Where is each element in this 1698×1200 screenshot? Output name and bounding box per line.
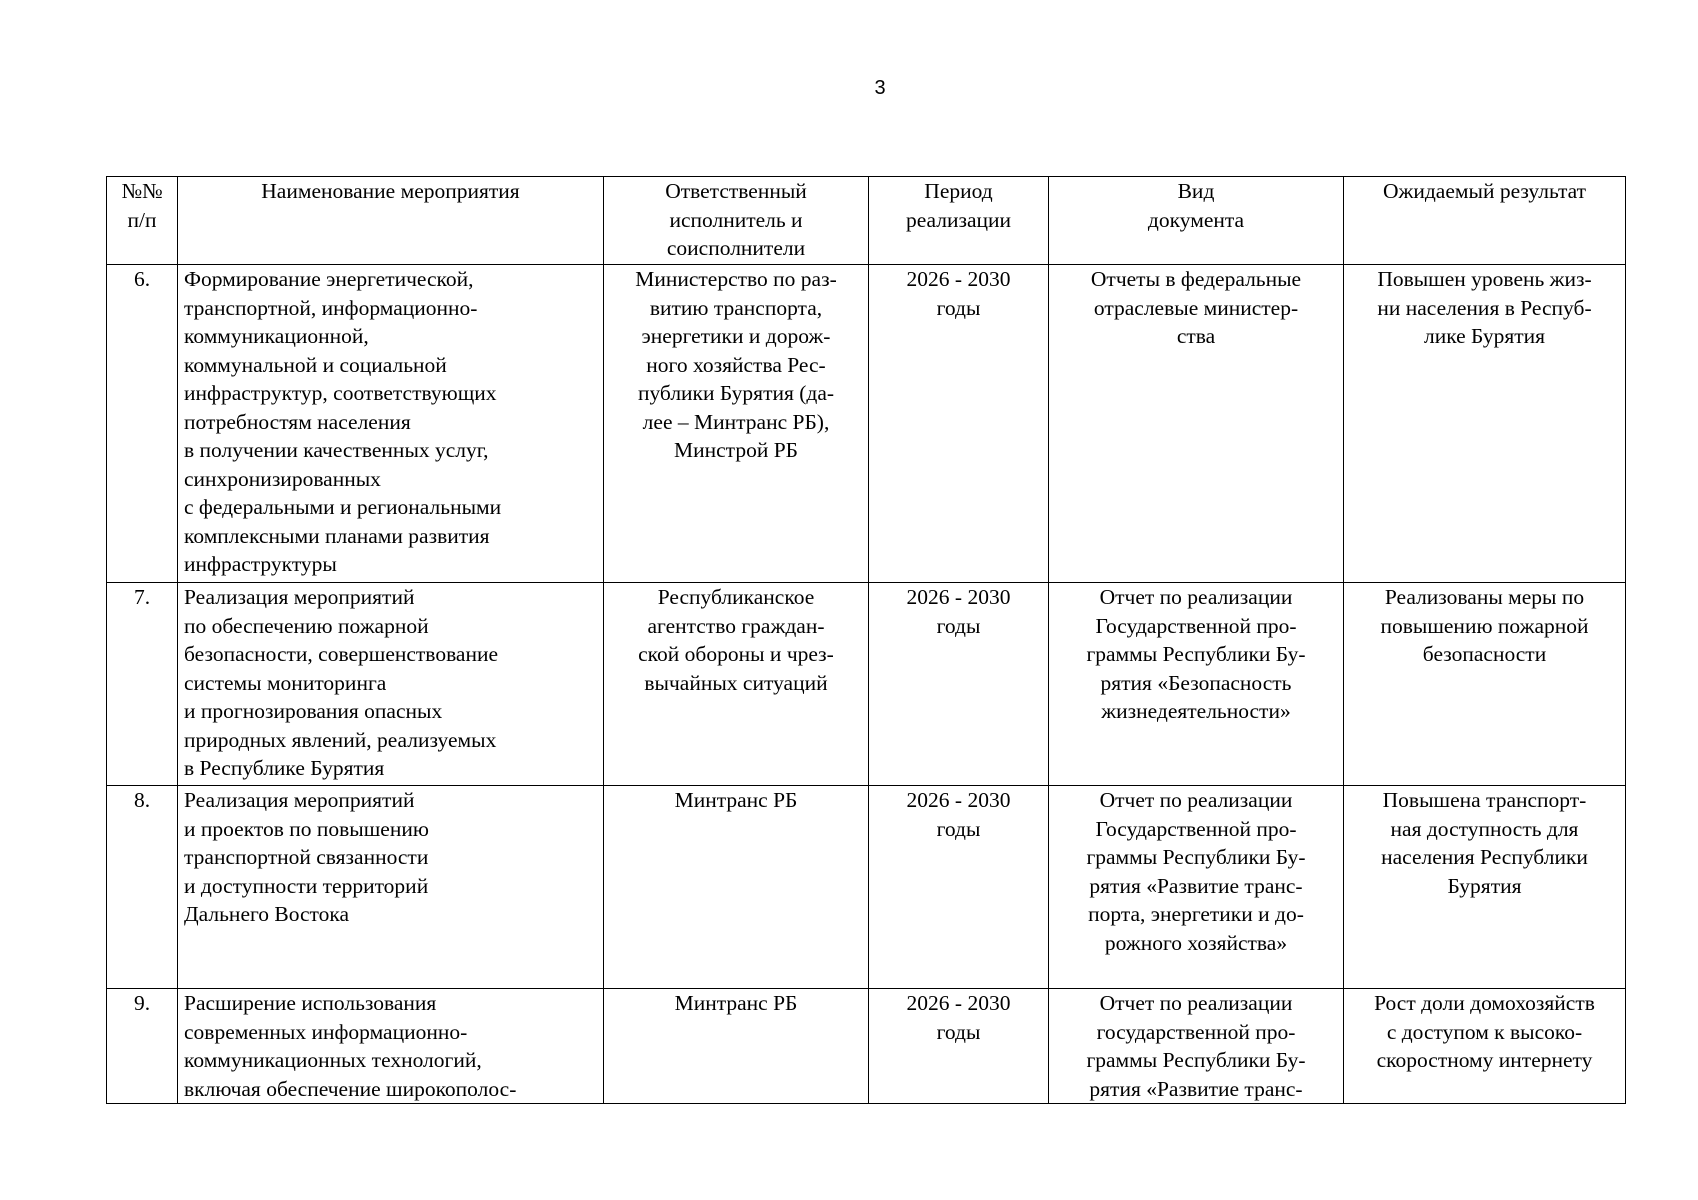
- table-row: [107, 786, 1626, 989]
- row-name: [178, 989, 604, 1104]
- cell-line: 2026 - 2030: [906, 585, 1011, 609]
- cell-line: Ожидаемый результат: [1382, 179, 1586, 203]
- cell-line: системы мониторинга: [184, 670, 387, 695]
- cell-line: Государственной про-: [1095, 613, 1297, 638]
- table-row: [107, 989, 1626, 1104]
- cell-line: отраслевые министер-: [1093, 295, 1299, 320]
- cell-line: Отчеты в федеральные: [1090, 267, 1302, 291]
- cell-line: и проектов по повышению: [184, 816, 429, 841]
- cell-line: рятия «Развитие транс-: [1089, 873, 1303, 898]
- row-name: [178, 265, 604, 583]
- cell-line: природных явлений, реализуемых: [184, 727, 497, 752]
- cell-line: ного хозяйства Рес-: [646, 352, 826, 377]
- row-period: [869, 583, 1049, 786]
- cell-line: синхронизированных: [184, 466, 381, 491]
- row-doc-type: [1049, 989, 1344, 1104]
- cell-line: Отчет по реализации: [1099, 585, 1293, 609]
- row-num: 9.: [107, 989, 178, 1104]
- header-num: [107, 177, 178, 265]
- cell-line: граммы Республики Бу-: [1086, 1048, 1306, 1072]
- cell-line: Вид: [1177, 179, 1215, 203]
- cell-line: Минтранс РБ: [674, 991, 798, 1015]
- cell-line: агентство граждан-: [647, 613, 825, 638]
- cell-line: №№: [121, 179, 163, 203]
- cell-line: 2026 - 2030: [906, 267, 1011, 291]
- cell-line: Минстрой РБ: [673, 438, 798, 462]
- cell-line: документа: [1147, 207, 1245, 232]
- header-period: [869, 177, 1049, 265]
- cell-line: Период: [924, 179, 993, 203]
- row-name: [178, 583, 604, 786]
- cell-line: граммы Республики Бу-: [1086, 642, 1306, 666]
- cell-line: коммуникационной,: [184, 324, 369, 348]
- row-responsible: [604, 786, 869, 989]
- cell-line: лее – Минтранс РБ),: [642, 409, 830, 434]
- cell-line: рятия «Развитие транс-: [1089, 1076, 1303, 1101]
- cell-line: лике Бурятия: [1423, 324, 1546, 348]
- cell-line: ни населения в Респуб-: [1377, 295, 1592, 320]
- cell-line: граммы Республики Бу-: [1086, 845, 1306, 869]
- row-period: [869, 265, 1049, 583]
- cell-line: исполнитель и: [669, 207, 803, 232]
- cell-line: годы: [936, 1019, 981, 1044]
- row-responsible: [604, 989, 869, 1104]
- cell-line: 2026 - 2030: [906, 991, 1011, 1015]
- row-doc-type: [1049, 786, 1344, 989]
- cell-line: ная доступность для: [1390, 816, 1579, 841]
- cell-line: витию транспорта,: [649, 295, 823, 320]
- header-doc-type: [1049, 177, 1344, 265]
- cell-line: Реализация мероприятий: [184, 788, 415, 812]
- cell-line: Ответственный: [665, 179, 807, 203]
- cell-line: Повышена транспорт-: [1382, 788, 1587, 812]
- cell-line: соисполнители: [666, 236, 806, 260]
- cell-line: Республиканское: [657, 585, 815, 609]
- row-result: [1344, 583, 1626, 786]
- cell-line: Наименование мероприятия: [261, 179, 520, 203]
- cell-line: скоростному интернету: [1376, 1048, 1593, 1072]
- cell-line: реализации: [905, 207, 1012, 232]
- cell-line: коммуникационных технологий,: [184, 1048, 482, 1072]
- header-responsible: [604, 177, 869, 265]
- cell-line: повышению пожарной: [1380, 613, 1589, 638]
- cell-line: порта, энергетики и до-: [1088, 902, 1304, 926]
- cell-line: с федеральными и региональными: [184, 495, 502, 519]
- cell-line: и доступности территорий: [184, 873, 429, 898]
- row-period: [869, 989, 1049, 1104]
- cell-line: рятия «Безопасность: [1100, 670, 1292, 695]
- table-header-row: [107, 177, 1626, 265]
- row-result: [1344, 786, 1626, 989]
- cell-line: Расширение использования: [184, 991, 437, 1015]
- cell-line: Министерство по раз-: [635, 267, 837, 291]
- cell-line: п/п: [127, 207, 157, 232]
- cell-line: в получении качественных услуг,: [184, 438, 489, 462]
- row-result: [1344, 265, 1626, 583]
- row-doc-type: [1049, 583, 1344, 786]
- cell-line: 2026 - 2030: [906, 788, 1011, 812]
- cell-line: Повышен уровень жиз-: [1377, 267, 1592, 291]
- cell-line: государственной про-: [1096, 1019, 1296, 1044]
- cell-line: ской обороны и чрез-: [638, 642, 834, 666]
- row-num: 6.: [107, 265, 178, 583]
- row-responsible: [604, 265, 869, 583]
- cell-line: энергетики и дорож-: [641, 324, 831, 348]
- cell-line: инфраструктур, соответствующих: [184, 381, 497, 405]
- cell-line: вычайных ситуаций: [644, 670, 828, 695]
- row-name: [178, 786, 604, 989]
- cell-line: Государственной про-: [1095, 816, 1297, 841]
- cell-line: транспортной связанности: [184, 845, 429, 869]
- cell-line: транспортной, информационно-: [184, 295, 478, 320]
- cell-line: публики Бурятия (да-: [637, 381, 835, 405]
- cell-line: Бурятия: [1447, 873, 1522, 898]
- cell-line: населения Республики: [1381, 845, 1588, 869]
- cell-line: по обеспечению пожарной: [184, 613, 429, 638]
- cell-line: безопасности: [1422, 642, 1547, 666]
- cell-line: включая обеспечение широкополос-: [184, 1076, 517, 1101]
- cell-line: и прогнозирования опасных: [184, 699, 443, 723]
- cell-line: Рост доли домохозяйств: [1374, 991, 1595, 1015]
- row-responsible: [604, 583, 869, 786]
- cell-line: безопасности, совершенствование: [184, 642, 499, 666]
- cell-line: Реализованы меры по: [1384, 585, 1585, 609]
- page-number: 3: [874, 77, 886, 99]
- cell-line: Реализация мероприятий: [184, 585, 415, 609]
- table-row: [107, 583, 1626, 786]
- cell-line: инфраструктуры: [184, 552, 337, 576]
- row-period: [869, 786, 1049, 989]
- cell-line: ства: [1176, 324, 1216, 348]
- activities-table: [106, 176, 1626, 1104]
- cell-line: с доступом к высоко-: [1386, 1019, 1583, 1044]
- cell-line: современных информационно-: [184, 1019, 468, 1044]
- cell-line: годы: [936, 295, 981, 320]
- cell-line: Формирование энергетической,: [184, 267, 474, 291]
- row-num: 8.: [107, 786, 178, 989]
- cell-line: рожного хозяйства»: [1104, 930, 1288, 955]
- row-doc-type: [1049, 265, 1344, 583]
- cell-line: годы: [936, 816, 981, 841]
- row-result: [1344, 989, 1626, 1104]
- cell-line: годы: [936, 613, 981, 638]
- header-result: [1344, 177, 1626, 265]
- cell-line: потребностям населения: [184, 409, 411, 434]
- cell-line: Дальнего Востока: [184, 902, 350, 926]
- table-row: [107, 265, 1626, 583]
- cell-line: Отчет по реализации: [1099, 788, 1293, 812]
- cell-line: коммунальной и социальной: [184, 352, 447, 377]
- cell-line: в Республике Бурятия: [184, 756, 385, 780]
- header-name: [178, 177, 604, 265]
- cell-line: Минтранс РБ: [674, 788, 798, 812]
- cell-line: жизнедеятельности»: [1101, 699, 1291, 723]
- row-num: 7.: [107, 583, 178, 786]
- cell-line: комплексными планами развития: [184, 523, 490, 548]
- cell-line: Отчет по реализации: [1099, 991, 1293, 1015]
